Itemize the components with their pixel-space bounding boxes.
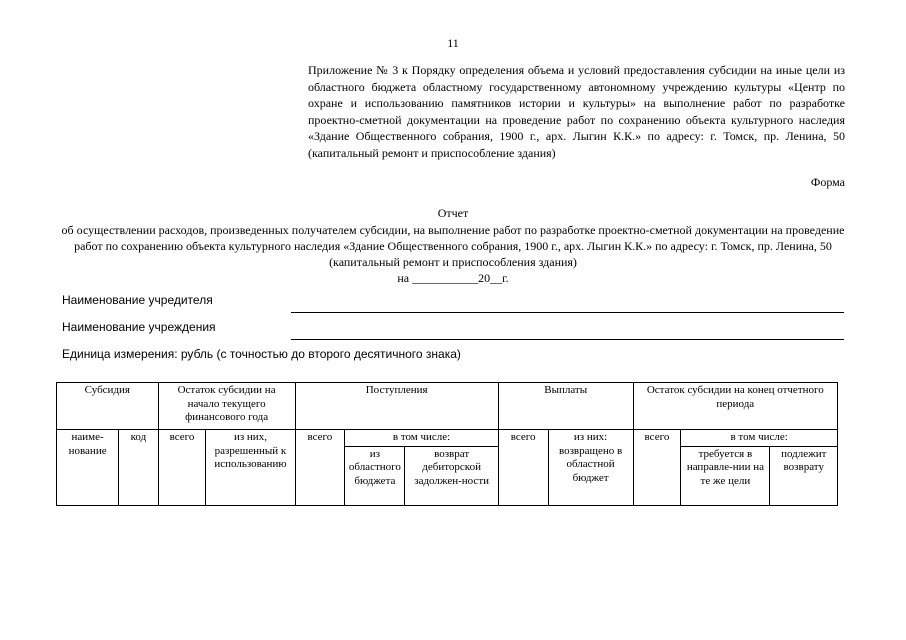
col-end-total: всего	[633, 430, 681, 506]
founder-label: Наименование учредителя	[62, 293, 213, 307]
col-receipts-regional: из областного бюджета	[345, 446, 405, 505]
col-receipts-receivables: возврат дебиторской задолжен-ности	[405, 446, 498, 505]
institution-label: Наименование учреждения	[62, 320, 216, 334]
unit-label: Единица измерения: рубль (с точностью до второго десятичного знака)	[62, 347, 461, 361]
header-end-balance: Остаток субсидии на конец отчетного периода	[633, 383, 837, 430]
report-subtitle: об осуществлении расходов, произведенных получателем субсидии, на выполнение работ по разработке проектно-сметной документации на проведение работ по сохранению объекта культурного наследия «Здание Общественного собрания, 1900 г., арх. Лыгин К.К.» по адресу: г. Томск, пр. Ленина, 50 (капитальный ремонт и приспособления здания)	[61, 223, 845, 270]
header-start-balance: Остаток субсидии на начало текущего финансового года	[158, 383, 295, 430]
appendix-reference: Приложение № 3 к Порядку определения объема и условий предоставления субсидии на иные цели из областного бюджета областному государственному автономному учреждению культуры «Центр по охране и использованию памятников истории и культуры» на выполнение работ по разработке проектно-сметной документации на проведение работ по сохранению объекта культурного наследия «Здание Общественного собрания, 1900 г., арх. Лыгин К.К.» по адресу: г. Томск, пр. Ленина, 50 (капитальный ремонт и приспособление здания)	[308, 63, 845, 160]
founder-blank-line	[291, 312, 844, 313]
col-start-allowed: из них, разрешенный к использованию	[206, 430, 295, 506]
col-receipts-total: всего	[295, 430, 345, 506]
form-label: Форма	[810, 175, 845, 189]
col-code: код	[119, 430, 158, 506]
col-name: наиме-нование	[57, 430, 119, 506]
col-start-total: всего	[158, 430, 206, 506]
col-end-refund: подлежит возврату	[770, 446, 838, 505]
report-table	[56, 382, 838, 506]
col-end-including: в том числе:	[681, 430, 838, 447]
header-receipts: Поступления	[295, 383, 498, 430]
institution-blank-line	[291, 339, 844, 340]
header-payments: Выплаты	[498, 383, 633, 430]
col-payments-returned: из них: возвращено в областной бюджет	[548, 430, 633, 506]
col-receipts-including: в том числе:	[345, 430, 498, 447]
report-date-line: на ___________20__г.	[397, 271, 509, 285]
header-subsidy: Субсидия	[57, 383, 159, 430]
col-end-required: требуется в направле-нии на те же цели	[681, 446, 770, 505]
page-number: 11	[447, 36, 459, 50]
col-payments-total: всего	[498, 430, 548, 506]
report-title: Отчет	[437, 206, 469, 220]
